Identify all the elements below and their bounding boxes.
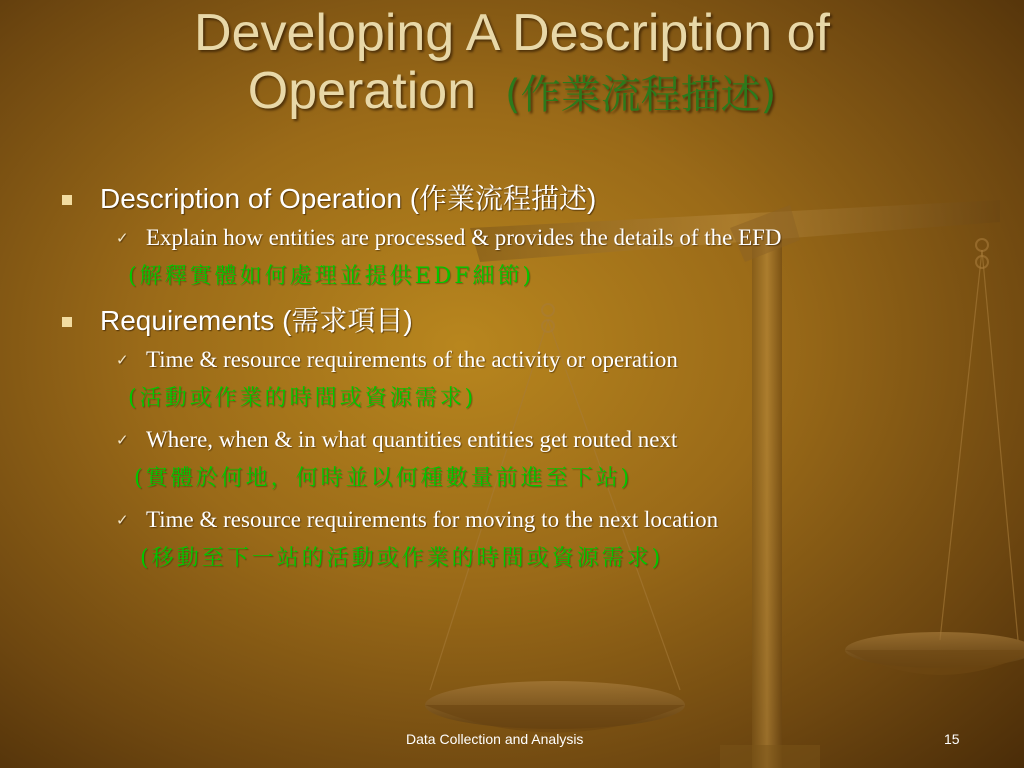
title-chinese: (作業流程描述)	[505, 72, 777, 118]
checkmark-icon: ✓	[116, 511, 129, 529]
subbullet-where-when	[62, 426, 1002, 454]
bullet-requirements	[62, 304, 1002, 338]
bullet-label: Description of Operation (作業流程描述)	[100, 183, 597, 214]
checkmark-icon: ✓	[116, 431, 129, 449]
checkmark-icon: ✓	[116, 229, 129, 247]
subbullet-text: Time & resource requirements of the activity or operation	[146, 347, 678, 372]
title-english: Operation	[247, 62, 477, 120]
translation-explain: (解釋實體如何處理並提供EDF細節)	[128, 264, 535, 289]
bullet-description-of-operation	[62, 182, 1002, 216]
subbullet-text: Where, when & in what quantities entities get routed next	[146, 427, 678, 452]
page-number: 15	[944, 731, 960, 747]
slide-title	[0, 4, 1024, 124]
subbullet-explain	[62, 224, 1002, 252]
bullet-list	[62, 182, 1002, 586]
subbullet-time-resource	[62, 346, 1002, 374]
square-bullet-icon	[62, 195, 72, 205]
checkmark-icon: ✓	[116, 351, 129, 369]
subbullet-text: Explain how entities are processed & provides the details of the EFD	[146, 225, 782, 250]
footer-title: Data Collection and Analysis	[406, 731, 584, 747]
translation-time-resource: (活動或作業的時間或資源需求)	[128, 386, 477, 411]
bullet-label: Requirements (需求項目)	[100, 305, 413, 336]
translation-moving: (移動至下一站的活動或作業的時間或資源需求)	[140, 546, 664, 571]
translation-where-when: (實體於何地，何時並以何種數量前進至下站)	[134, 466, 633, 491]
title-line-1: Developing A Description of	[194, 4, 830, 62]
subbullet-text: Time & resource requirements for moving to the next location	[146, 507, 719, 532]
title-line-2	[0, 62, 1024, 124]
square-bullet-icon	[62, 317, 72, 327]
subbullet-moving	[62, 506, 1002, 534]
